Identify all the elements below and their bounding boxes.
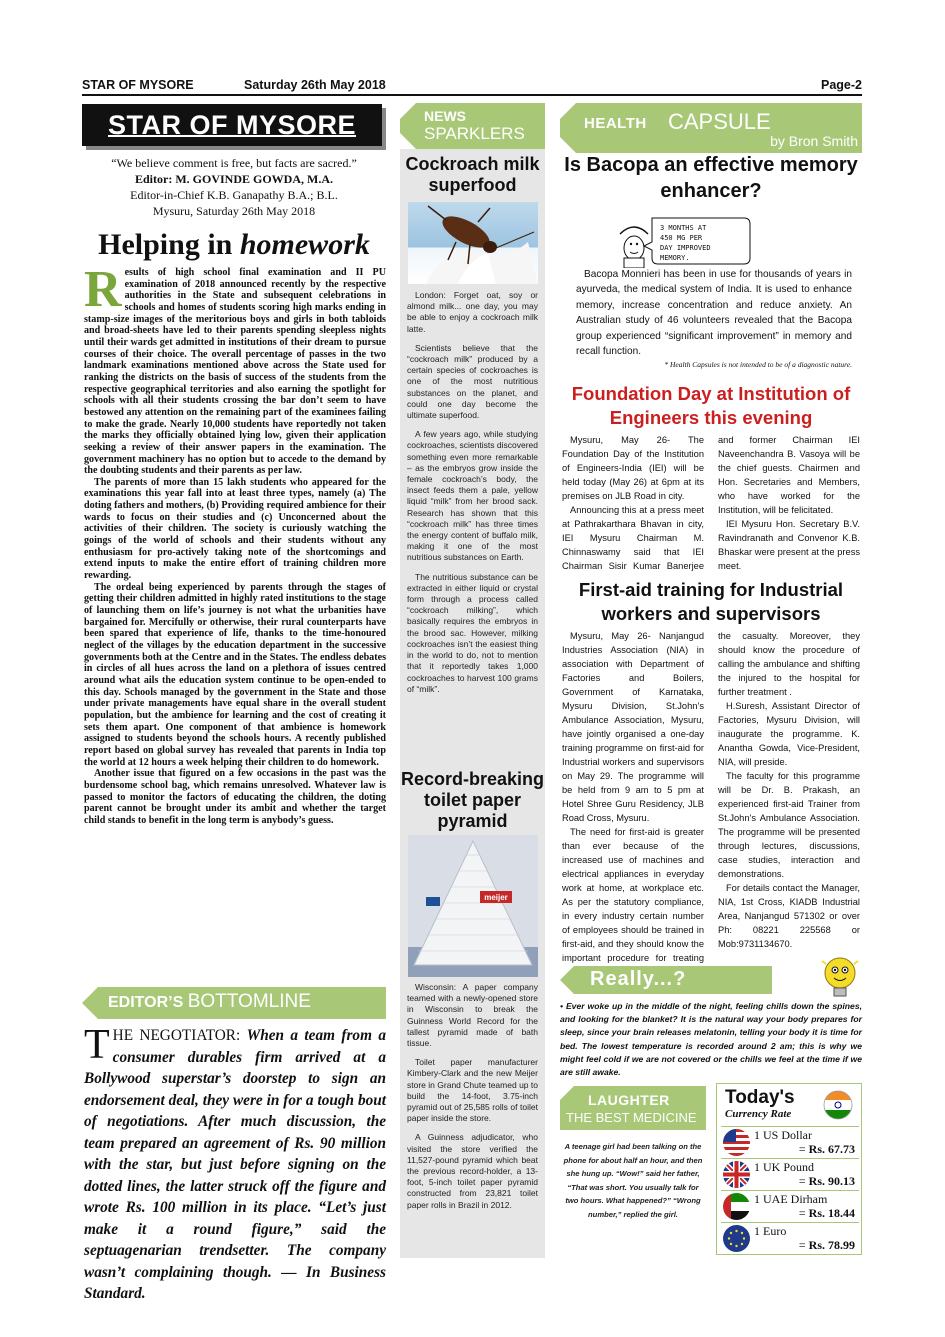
uk-flag-icon [723, 1161, 750, 1188]
currency-name: 1 UK Pound [754, 1160, 815, 1174]
toilet-paragraph-3: A Guinness adjudicator, who visited the store verified the 11,527-pound pyramid which beat the previous record-holder, a 13-foot, 5-inch toilet paper pyramid constructed from 23,821 toilet paper rolls in Brazil in 2012. [407, 1132, 538, 1210]
chief-editor-line: Editor-in-Chief K.B. Ganapathy B.A.; B.L. [130, 188, 338, 202]
foundation-paragraph-1: Mysuru, May 26- The Foundation Day of the Institution of Engineers-India (IEI) will be held today (May 26) at 6pm at its premises on JLB Road in city. [562, 435, 704, 501]
india-flag-icon [823, 1090, 853, 1120]
foundation-paragraph-2: Announcing this at a press meet at Pathrakarthara Bhavan in city, IEI Mysuru Chairman M. Chinnaswamy said that IEI Chairman Sisir Kumar Banerjee and former Chairman IEI Naveenchandra B. Vasoya will be the chief guests. Chairmen and Hon. Secretaries and Members, who have worked for the Institution, will be felicitated. [562, 435, 860, 571]
cockroach-paragraph-4: The nutritious substance can be extracted in either liquid or crystal form through a process called “cockroach milking”, which basically requires the embryos in the brood sac. However, milking cockroaches isn’t the easiest thing in the world to do, not to mention that it reportedly takes 1,000 cockroaches to harvest 100 grams of “milk”. [407, 571, 538, 694]
drop-cap: R [84, 261, 122, 318]
cockroach-paragraph-2: Scientists believe that the “cockroach milk” produced by a certain species of cockroaches is one of the most nutritious substances on the planet, and could one day become the ultimate superfood. [407, 342, 538, 421]
cockroach-paragraph-3: A few years ago, while studying cockroaches, scientists discovered something even more remarkable – as the embryos grow inside the female cockroach’s body, the insect feeds them a pale, yellow liquid “milk” from her brood sack. Research has shown that this “cockroach milk” has three times the energy content of buffalo milk, making it one of the most nutritious substances on Earth. [407, 429, 538, 563]
capsule-header-word: CAPSULE [668, 109, 771, 134]
firstaid-paragraph-4: The faculty for this programme will be Dr. B. Prakash, an experienced first-aid Trainer from St.John’s Ambulance Association. The programme will be presented through lectures, discussions, case studies, interaction and demonstrations. [718, 771, 860, 879]
toilet-paragraph-2: Toilet paper manufacturer Kimbery-Clark and the new Meijer store in Grand Chute teamed up to build the 14-foot, 3.75-inch pyramid out of 25,585 rolls of toilet paper inside the store. [407, 1057, 538, 1124]
currency-subtitle: Currency Rate [725, 1108, 792, 1120]
headline-italic-part: homework [239, 228, 370, 261]
really-title: Really...? [590, 968, 687, 990]
health-disclaimer: * Health Capsules is not intended to be of a diagnostic nature. [664, 360, 852, 369]
issue-date: Saturday 26th May 2018 [244, 78, 386, 92]
currency-value: = Rs. 67.73 [798, 1142, 855, 1156]
news-header-line1: NEWS [424, 108, 466, 124]
us-flag-icon [723, 1129, 750, 1156]
rate-row-aed [721, 1190, 859, 1221]
editorial-credits [82, 155, 386, 219]
really-fact: • Ever woke up in the middle of the night, feeling chills down the spines, and looking for the blanket? It is the natural way your body prepares for sleep, since your brain releases melatonin, telling your body it is time for bed. The lowest temperature is recorded around 2 am; this is why we might feel cold if we are not covered or the chills we feel at the time if we are still awake. [560, 1001, 862, 1078]
firstaid-paragraph-2: The need for first-aid is greater than ever because of the increased use of machines and electrical appliances in everyday work at home, at workplace etc. As per the statutory compliance, in every industry certain number of employees should be trained in first-aid, and they should know the important procedure for treating the casualty. Moreover, they should know the procedure of calling the ambulance and shifting the injured to the hospital for further treatment . [562, 631, 860, 963]
masthead [82, 104, 386, 150]
page-number: Page-2 [821, 78, 862, 92]
firstaid-paragraph-1: Mysuru, May 26- Nanjangud Industries Association (NIA) in association with Department of Factories and Boilers, Government of Karnataka, Mysuru Division, St.John’s Ambulance Association, Mysuru, have jointly organised a one-day training programme on first-aid for Industrial workers and supervisors on May 29. The programme will be held from 9 am to 5 pm at Hotel Shree Guru Residency, JLB Road Cross, Mysuru. [562, 631, 704, 823]
cockroach-paragraph-1: London: Forget oat, soy or almond milk... one day, you may be able to enjoy a cockroach milk latte. [407, 290, 538, 334]
firstaid-paragraph-5: For details contact the Manager, NIA, 1st Cross, KIADB Industrial Area, Nanjangud 571302 or over Ph: 08221 225568 or Mob:9731134670. [718, 883, 860, 949]
rate-row-eur [721, 1222, 859, 1253]
editorial-paragraph-1: esults of high school final examination and II PU examination of 2018 announced recently by the respective authorities in the State and subsequent celebrations in schools and homes of students scoring high marks ending in stamp-size images of the meritorious boys and girls in both tabloids and broad-sheets have led to their parents spending sleepless nights until their wards get admitted in institutions of their dream to pursue courses of their choice. The overall percentage of passes in the two landmark examinations mentioned above across the State used for ranking the districts on the basis of success of the students from the respective geographical territories and also earning the spotlight for schools with all their students crossing the bar don’t seem to have bestowed any attention on the remaining part of the examinees failing to make the grade. Nearly 10,000 students have reportedly not taken the marks they officially obtained lying low, given their application seeking a review of their answer papers in the examination. The government machinery has no option but to accede to the demand by the doubting students and their parents as per law. [84, 267, 386, 477]
first-aid-headline: First-aid training for Industrial workers and supervisors [578, 579, 844, 624]
health-byline: by Bron Smith [770, 133, 858, 149]
health-cartoon [612, 210, 792, 268]
rate-row-gbp [721, 1158, 859, 1189]
foundation-paragraph-3: IEI Mysuru Hon. Secretary B.V. Ravindranath and Convenor K.B. Bhaskar were present at the press meet. [718, 519, 860, 571]
paper-name: STAR OF MYSORE [82, 78, 194, 92]
bacopa-headline: Is Bacopa an effective memory enhancer? [564, 154, 858, 202]
laughter-title: LAUGHTER [588, 1092, 670, 1108]
currency-value: = Rs. 18.44 [798, 1206, 855, 1220]
editorial-body [84, 261, 386, 827]
bottomline-drop-cap: T [84, 1022, 110, 1068]
masthead-box [82, 104, 382, 146]
laughter-joke: A teenage girl had been talking on the phone for about half an hour, and then she hung up. “Wow!” said her father, “That was short. You usually talk for two hours. What happened?” “Wrong number,” replied the girl. [563, 1142, 703, 1219]
eu-flag-icon [723, 1225, 750, 1252]
news-header-line2: SPARKLERS [424, 124, 525, 143]
store-sign: meijer [484, 893, 508, 902]
editor-line: Editor: M. GOVINDE GOWDA, M.A. [135, 172, 333, 186]
health-capsule-header [560, 103, 862, 153]
page-header-bar [82, 78, 862, 96]
news-sparklers-header [400, 103, 545, 149]
currency-title: Today's [725, 1087, 795, 1108]
foundation-day-headline: Foundation Day at Institution of Engineers this evening [571, 383, 851, 428]
masthead-title: STAR OF MYSORE [107, 110, 356, 140]
currency-value: = Rs. 78.99 [798, 1238, 855, 1252]
bottomline-source: — In Business Standard. [84, 1263, 386, 1302]
bottomline-title: EDITOR’S BOTTOMLINE [108, 991, 311, 1012]
editorial-paragraph-4: Another issue that figured on a few occasions in the past was the burdensome school bag, which remains unresolved. Whatever law is passed to monitor the factors of educating the children, the doting parent cannot be brought under its ambit and whether the target child stands to benefit in the long term is anybody’s guess. [84, 768, 386, 826]
bottomline-text: When a team from a consumer durables firm arrived at a Bollywood superstar’s doorstep to sign an endorsement deal, they were in for a tough bout of negotiations. After much discussion, the team prepared an agreement of Rs. 90 million with the star, but just before signing on the dotted lines, the latter struck off the figure and wrote Rs. 100 million in its place. “Let’s just make it a round figure,” said the septuagenarian trendsetter. The company wasn’t complaining though. [84, 1027, 386, 1281]
bottomline-body [84, 1022, 386, 1305]
rate-row-usd [721, 1126, 859, 1157]
toilet-paragraph-1: Wisconsin: A paper company teamed with a newly-opened store in Wisconsin to break the Guinness World Record for the tallest pyramid made of bath tissue. [407, 982, 538, 1049]
really-header [560, 966, 772, 994]
foundation-day-article [562, 433, 860, 573]
toilet-pyramid-headline: Record-breaking toilet paper pyramid [400, 769, 545, 831]
currency-name: 1 Euro [754, 1224, 787, 1238]
motto: “We believe comment is free, but facts are sacred.” [111, 156, 357, 170]
cockroach-article [407, 290, 538, 703]
currency-value: = Rs. 90.13 [798, 1174, 855, 1188]
currency-name: 1 US Dollar [754, 1128, 812, 1142]
first-aid-article [562, 629, 860, 965]
laughter-header [560, 1086, 706, 1130]
uae-flag-icon [723, 1193, 750, 1220]
headline-part: Helping in [98, 228, 240, 261]
editorial-paragraph-3: The ordeal being experienced by parents through the stages of getting their children admitted in highly rated institutions to the stage of launching them on life’s journey is not what the urbanities have bargained for. Mercifully or otherwise, their rural counterparts have been spared that experience of life, thanks to the time-honoured neglect of the villages by the education department in the successive governments both at the Centre and in the States. The endless debates in circles of all hues across the land on a plethora of issues centred around what ails the education system continue to be open-ended to this day. Schools managed by the government in the State and those under private managements have equal share in the overall student population, but the ambience for learning and the cost of creating it sets them apart. One component of that ambience is homework assigned to students beyond the schools hours. A recently published report based on global survey has revealed that parents in India top the world at 12 hours a week helping their children to do homework. [84, 581, 386, 768]
bottomline-lead: HE NEGOTIATOR: [112, 1027, 247, 1044]
editorial-headline [82, 228, 386, 262]
currency-rate-box [716, 1083, 862, 1255]
laughter-subtitle: THE BEST MEDICINE [566, 1110, 697, 1125]
toilet-paper-pyramid-photo [408, 835, 538, 977]
cockroach-milk-photo [408, 202, 538, 284]
toilet-pyramid-article [407, 982, 538, 1219]
lightbulb-icon [818, 955, 862, 1001]
editorial-dateline: Mysuru, Saturday 26th May 2018 [152, 204, 316, 218]
bottomline-header [82, 987, 386, 1019]
bacopa-article: Bacopa Monnieri has been in use for thousands of years in ayurveda, the medical system of India. It is used to enhance memory, increase concentration and reduce anxiety. An Australian study of 46 volunteers revealed that the Bacopa group experienced “significant improvement” in memory and recall function. [576, 269, 852, 358]
cartoon-caption: 3 MONTHS AT 450 MG PER DAY IMPROVED MEMORY. [660, 224, 711, 262]
cockroach-headline: Cockroach milk superfood [405, 154, 540, 195]
currency-name: 1 UAE Dirham [754, 1192, 828, 1206]
editorial-paragraph-2: The parents of more than 15 lakh students who appeared for the examinations this year fall into at least three types, namely (a) The doting fathers and mothers, (b) Providing required ambience for their wards to focus on their studies and (c) Unconcerned about the activities of their children. The society is curiously watching the goings of the world of schools and their students without any enthusiasm for pro-actively taking note of the shortcomings and extend inputs to make the entire effort of training children more rewarding. [84, 476, 386, 582]
firstaid-paragraph-3: H.Suresh, Assistant Director of Factories, Mysuru Division, will inaugurate the programme. K. Anantha Gowda, Vice-President, NIA, will preside. [718, 701, 860, 767]
health-header-word: HEALTH [584, 115, 647, 132]
